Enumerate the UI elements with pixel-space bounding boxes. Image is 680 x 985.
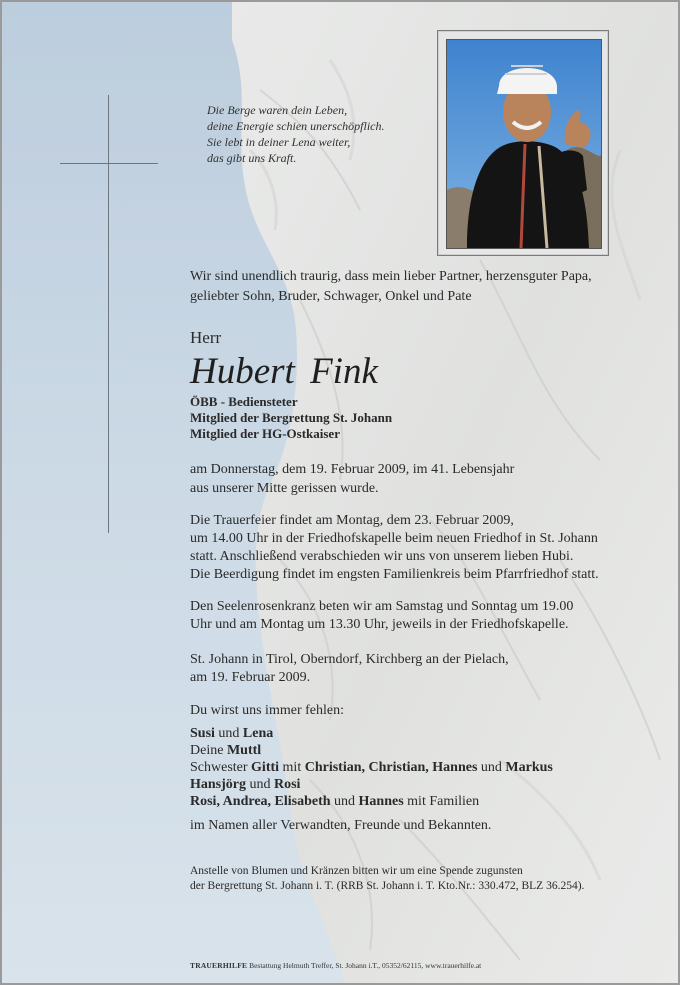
family-connector: und bbox=[246, 777, 274, 792]
family-connector: und bbox=[330, 794, 359, 809]
family-connector: mit Familien bbox=[403, 794, 480, 809]
quote-line: Die Berge waren dein Leben, bbox=[207, 103, 348, 117]
death-line: am Donnerstag, dem 19. Februar 2009, im 41. Lebensjahr bbox=[190, 462, 515, 477]
funeral-line: Die Trauerfeier findet am Montag, dem 23. Februar 2009, bbox=[190, 513, 514, 528]
intro-line: Wir sind unendlich traurig, dass mein lieber Partner, herzensguter Papa, bbox=[190, 269, 592, 284]
family-name: Susi bbox=[190, 726, 215, 741]
quote-line: deine Energie schien unerschöpflich. bbox=[207, 119, 385, 133]
missing-line: Du wirst uns immer fehlen: bbox=[190, 703, 344, 718]
death-line: aus unserer Mitte gerissen wurde. bbox=[190, 481, 379, 496]
deceased-name: Hubert Fink bbox=[190, 351, 378, 392]
place-date-line: am 19. Februar 2009. bbox=[190, 670, 311, 685]
quote-line: Sie lebt in deiner Lena weiter, bbox=[207, 135, 351, 149]
family-connector: und bbox=[214, 726, 243, 741]
family-name: Muttl bbox=[226, 743, 262, 758]
family-name: Lena bbox=[242, 726, 274, 741]
donation-line: der Bergrettung St. Johann i. T. (RRB St. Johann i. T. Kto.Nr.: 330.472, BLZ 36.254). bbox=[190, 880, 585, 892]
footer-text: Bestattung Helmuth Treffer, St. Johann i.T., 05352/62115, www.trauerhilfe.at bbox=[247, 961, 482, 970]
role-line: Mitglied der Bergrettung St. Johann bbox=[190, 410, 393, 425]
family-closing-line: im Namen aller Verwandten, Freunde und Bekannten. bbox=[190, 818, 492, 833]
quote-line: das gibt uns Kraft. bbox=[207, 151, 297, 165]
role-line: ÖBB - Bediensteter bbox=[190, 394, 298, 409]
family-connector: und bbox=[477, 760, 506, 775]
footer-brand: TRAUERHILFE bbox=[190, 961, 248, 970]
family-name: Rosi, Andrea, Elisabeth bbox=[190, 794, 331, 809]
family-name: Rosi bbox=[274, 777, 301, 792]
donation-line: Anstelle von Blumen und Kränzen bitten wir um eine Spende zugunsten bbox=[190, 865, 523, 877]
funeral-line: um 14.00 Uhr in der Friedhofskapelle beim neuen Friedhof in St. Johann bbox=[190, 531, 598, 546]
family-name: Christian, Christian, Hannes bbox=[304, 760, 478, 775]
family-name: Hannes bbox=[358, 794, 404, 809]
family-name: Markus bbox=[505, 760, 553, 775]
place-date-line: St. Johann in Tirol, Oberndorf, Kirchberg an der Pielach, bbox=[190, 652, 509, 667]
family-name: Hansjörg bbox=[190, 777, 246, 792]
salutation: Herr bbox=[190, 328, 222, 347]
family-connector: mit bbox=[279, 760, 305, 775]
family-name: Gitti bbox=[251, 760, 280, 775]
funeral-line: Die Beerdigung findet im engsten Familienkreis beim Pfarrfriedhof statt. bbox=[190, 567, 599, 582]
funeral-line: statt. Anschließend verabschieden wir uns von unserem lieben Hubi. bbox=[190, 549, 574, 564]
rosary-line: Den Seelenrosenkranz beten wir am Samstag und Sonntag um 19.00 bbox=[190, 599, 574, 614]
family-connector: Deine bbox=[190, 743, 227, 758]
family-connector: Schwester bbox=[190, 760, 252, 775]
intro-line: geliebter Sohn, Bruder, Schwager, Onkel und Pate bbox=[190, 289, 472, 304]
rosary-line: Uhr und am Montag um 13.30 Uhr, jeweils in der Friedhofskapelle. bbox=[190, 617, 569, 632]
role-line: Mitglied der HG-Ostkaiser bbox=[190, 426, 340, 441]
